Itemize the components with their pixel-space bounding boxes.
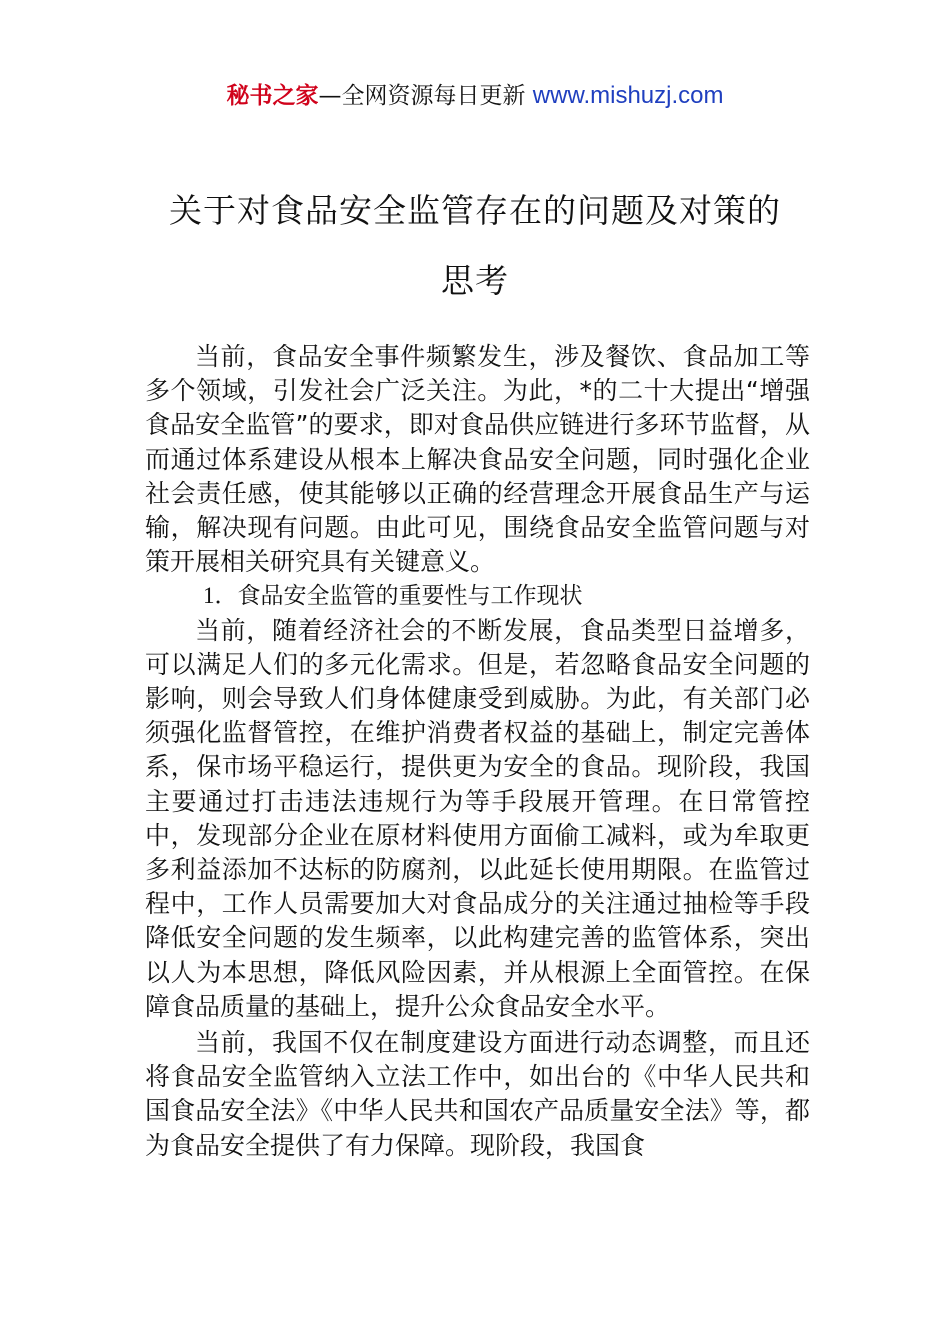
section-number: 1． <box>203 583 238 609</box>
section-heading-1 <box>145 579 810 613</box>
site-tagline: —全网资源每日更新 <box>318 83 533 109</box>
document-title <box>0 176 950 316</box>
section-title: 食品安全监管的重要性与工作现状 <box>237 583 583 610</box>
site-url-link[interactable]: www.mishuzj.com <box>532 82 724 109</box>
title-line-1: 关于对食品安全监管存在的问题及对策的 <box>169 191 781 230</box>
title-line-2: 思考 <box>441 261 509 300</box>
site-header <box>0 80 950 112</box>
paragraph-importance: 当前，随着经济社会的不断发展，食品类型日益增多，可以满足人们的多元化需求。但是，若忽略食品安全问题的影响，则会导致人们身体健康受到威胁。为此，有关部门必须强化监督管控，在维护消费者权益的基础上，制定完善体系，保市场平稳运行，提供更为安全的食品。现阶段，我国主要通过打击违法违规行为等手段展开管理。在日常管控中，发现部分企业在原材料使用方面偷工减料，或为牟取更多利益添加不达标的防腐剂，以此延长使用期限。在监管过程中，工作人员需要加大对食品成分的关注通过抽检等手段降低安全问题的发生频率，以此构建完善的监管体系，突出以人为本思想，降低风险因素，并从根源上全面管控。在保障食品质量的基础上，提升公众食品安全水平。 <box>145 615 810 1021</box>
paragraph-intro: 当前，食品安全事件频繁发生，涉及餐饮、食品加工等多个领域，引发社会广泛关注。为此，*的二十大提出“增强食品安全监管”的要求，即对食品供应链进行多环节监督，从而通过体系建设从根本上解决食品安全问题，同时强化企业社会责任感，使其能够以正确的经营理念开展食品生产与运输，解决现有问题。由此可见，围绕食品安全监管问题与对策开展相关研究具有关键意义。 <box>145 342 810 577</box>
site-brand: 秘书之家 <box>226 83 319 109</box>
document-body <box>145 340 810 1163</box>
paragraph-legislation: 当前，我国不仅在制度建设方面进行动态调整，而且还将食品安全监管纳入立法工作中，如出台的《中华人民共和国食品安全法》《中华人民共和国农产品质量安全法》等，都为食品安全提供了有力保障。现阶段，我国食 <box>145 1028 810 1160</box>
